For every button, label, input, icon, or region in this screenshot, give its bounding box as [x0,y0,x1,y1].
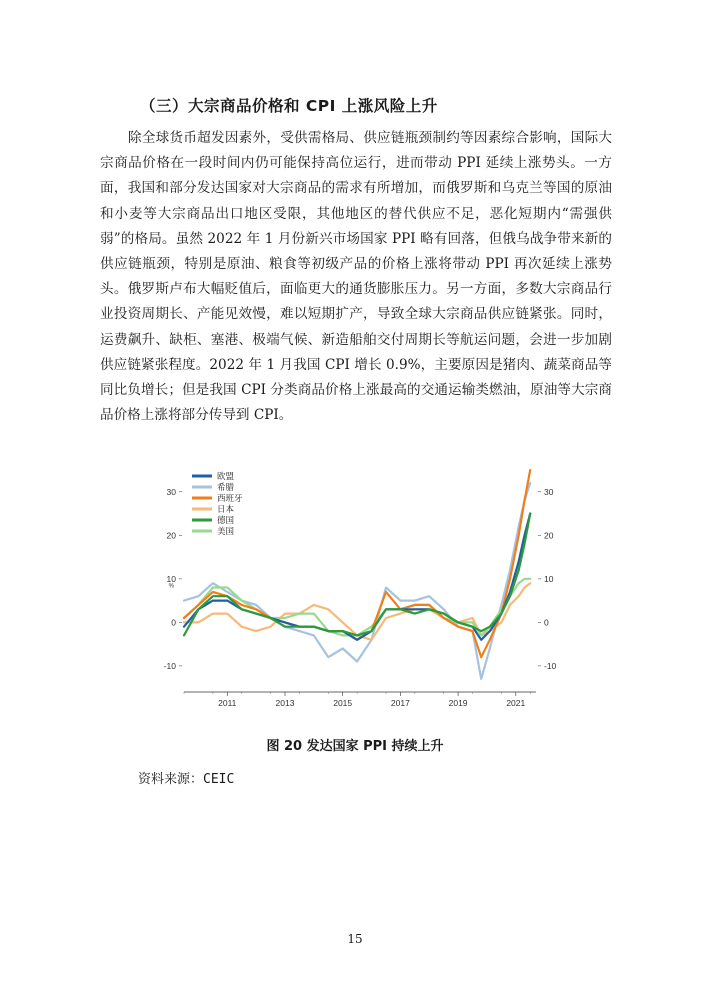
body-paragraph: 除全球货币超发因素外，受供需格局、供应链瓶颈制约等因素综合影响，国际大宗商品价格在一段时间内仍可能保持高位运行，进而带动 PPI 延续上涨势头。一方面，我国和部分发达国家对大宗商品的需求有所增加，而俄罗斯和乌克兰等国的原油和小麦等大宗商品出口地区受限，其他地区的替代供应不足，恶化短期内“需强供弱”的格局。虽然 2022 年 1 月份新兴市场国家 PPI 略有回落，但俄乌战争带来新的供应链瓶颈，特别是原油、粮食等初级产品的价格上涨将带动 PPI 再次延续上涨势头。俄罗斯卢布大幅贬值后，面临更大的通货膨胀压力。另一方面，多数大宗商品行业投资周期长、产能见效慢，难以短期扩产，导致全球大宗商品供应链紧张。同时，运费飙升、缺柜、塞港、极端气候、新造船舶交付周期长等航运问题，会进一步加剧供应链紧张程度。2022 年 1 月我国 CPI 增长 0.9%，主要原因是猪肉、蔬菜商品等同比负增长；但是我国 CPI 分类商品价格上涨最高的交通运输类燃油，原油等大宗商品价格上涨将部分传导到 CPI。 [100,130,612,424]
legend-label: 欧盟 [217,471,235,481]
y-tick-label-left: -10 [163,660,176,671]
x-tick-label: 2017 [390,698,410,708]
x-tick-label: 2019 [448,698,468,708]
source-note: 资料来源：CEIC [138,772,235,787]
y-tick-label-right: 0 [544,617,549,628]
ppi-line-chart [150,458,560,720]
x-tick-label: 2021 [506,698,526,708]
legend-label: 希腊 [217,482,235,492]
chart-legend [192,471,243,536]
y-axis-unit: % [168,583,174,590]
legend-label: 西班牙 [217,493,243,503]
y-tick-label-right: 20 [544,530,554,541]
y-tick-label-left: 30 [166,486,176,497]
x-tick-label: 2011 [218,698,237,708]
legend-label: 美国 [217,526,235,536]
y-tick-label-right: 30 [544,486,554,497]
figure-caption: 图 20 发达国家 PPI 持续上升 [266,739,444,754]
section-heading: （三）大宗商品价格和 CPI 上涨风险上升 [140,97,438,115]
page-number: 15 [347,932,363,946]
y-tick-label-left: 20 [166,530,176,541]
series-line-5 [184,514,530,636]
series-line-6 [184,579,530,636]
y-tick-label-left: 10 [166,573,176,584]
legend-label: 日本 [217,504,235,514]
y-tick-label-right: 10 [544,573,554,584]
x-tick-label: 2013 [275,698,295,708]
x-tick-label: 2015 [333,698,353,708]
y-tick-label-right: -10 [544,660,557,671]
legend-label: 德国 [217,515,235,525]
y-tick-label-left: 0 [171,617,176,628]
